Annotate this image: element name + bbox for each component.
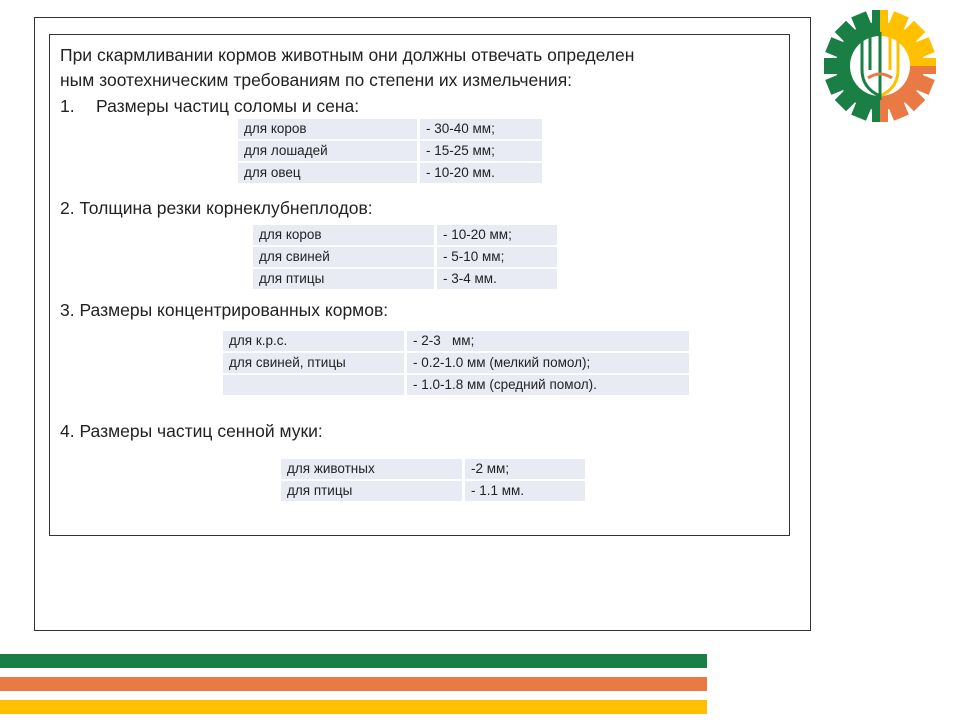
yellow-stripe xyxy=(0,700,707,714)
intro-line-1: При скармливании кормов животным они должны отвечать определен xyxy=(60,45,635,65)
row-value: - 5-10 мм; xyxy=(437,247,557,267)
row-label: для животных xyxy=(281,459,465,479)
row-label: для коров xyxy=(238,119,420,139)
section4-table xyxy=(281,457,585,503)
row-label: для свиней, птицы xyxy=(223,353,407,373)
row-value: - 10-20 мм; xyxy=(437,225,557,245)
row-value: - 10-20 мм. xyxy=(420,163,542,183)
table-row xyxy=(238,141,542,161)
orange-stripe xyxy=(0,677,707,691)
table-row xyxy=(238,119,542,139)
row-label: для свиней xyxy=(253,247,437,267)
row-label: для птицы xyxy=(253,269,437,289)
row-value: - 1.0-1.8 мм (средний помол). xyxy=(407,375,689,395)
section2-table xyxy=(253,223,557,291)
row-value: -2 мм; xyxy=(465,459,585,479)
table-row xyxy=(223,353,689,373)
table-row xyxy=(223,375,689,395)
section2-title: 2. Толщина резки корнеклубнеплодов: xyxy=(60,198,373,218)
row-value: - 0.2-1.0 мм (мелкий помол); xyxy=(407,353,689,373)
table-row xyxy=(253,247,557,267)
row-label: для коров xyxy=(253,225,437,245)
row-label: для к.р.с. xyxy=(223,331,407,351)
row-value: - 15-25 мм; xyxy=(420,141,542,161)
row-value: - 30-40 мм; xyxy=(420,119,542,139)
section1-number: 1. xyxy=(60,96,75,116)
section4-title: 4. Размеры частиц сенной муки: xyxy=(60,421,323,441)
section1-title: Размеры частиц соломы и сена: xyxy=(96,96,360,116)
row-label: для овец xyxy=(238,163,420,183)
table-row xyxy=(253,225,557,245)
row-label xyxy=(223,375,407,395)
section1-heading xyxy=(60,96,359,117)
gear-wheat-logo-icon xyxy=(822,8,938,124)
table-row xyxy=(223,331,689,351)
table-row xyxy=(281,481,585,501)
table-row xyxy=(253,269,557,289)
section3-table xyxy=(223,329,689,397)
section3-title: 3. Размеры концентрированных кормов: xyxy=(60,300,389,320)
section1-table xyxy=(238,117,542,185)
row-value: - 1.1 мм. xyxy=(465,481,585,501)
table-row xyxy=(281,459,585,479)
intro-line-2: ным зоотехническим требованиям по степени их измельчения: xyxy=(60,70,573,90)
row-label: для лошадей xyxy=(238,141,420,161)
row-value: - 3-4 мм. xyxy=(437,269,557,289)
table-row xyxy=(238,163,542,183)
row-label: для птицы xyxy=(281,481,465,501)
row-value: - 2-3 мм; xyxy=(407,331,689,351)
green-stripe xyxy=(0,654,707,668)
